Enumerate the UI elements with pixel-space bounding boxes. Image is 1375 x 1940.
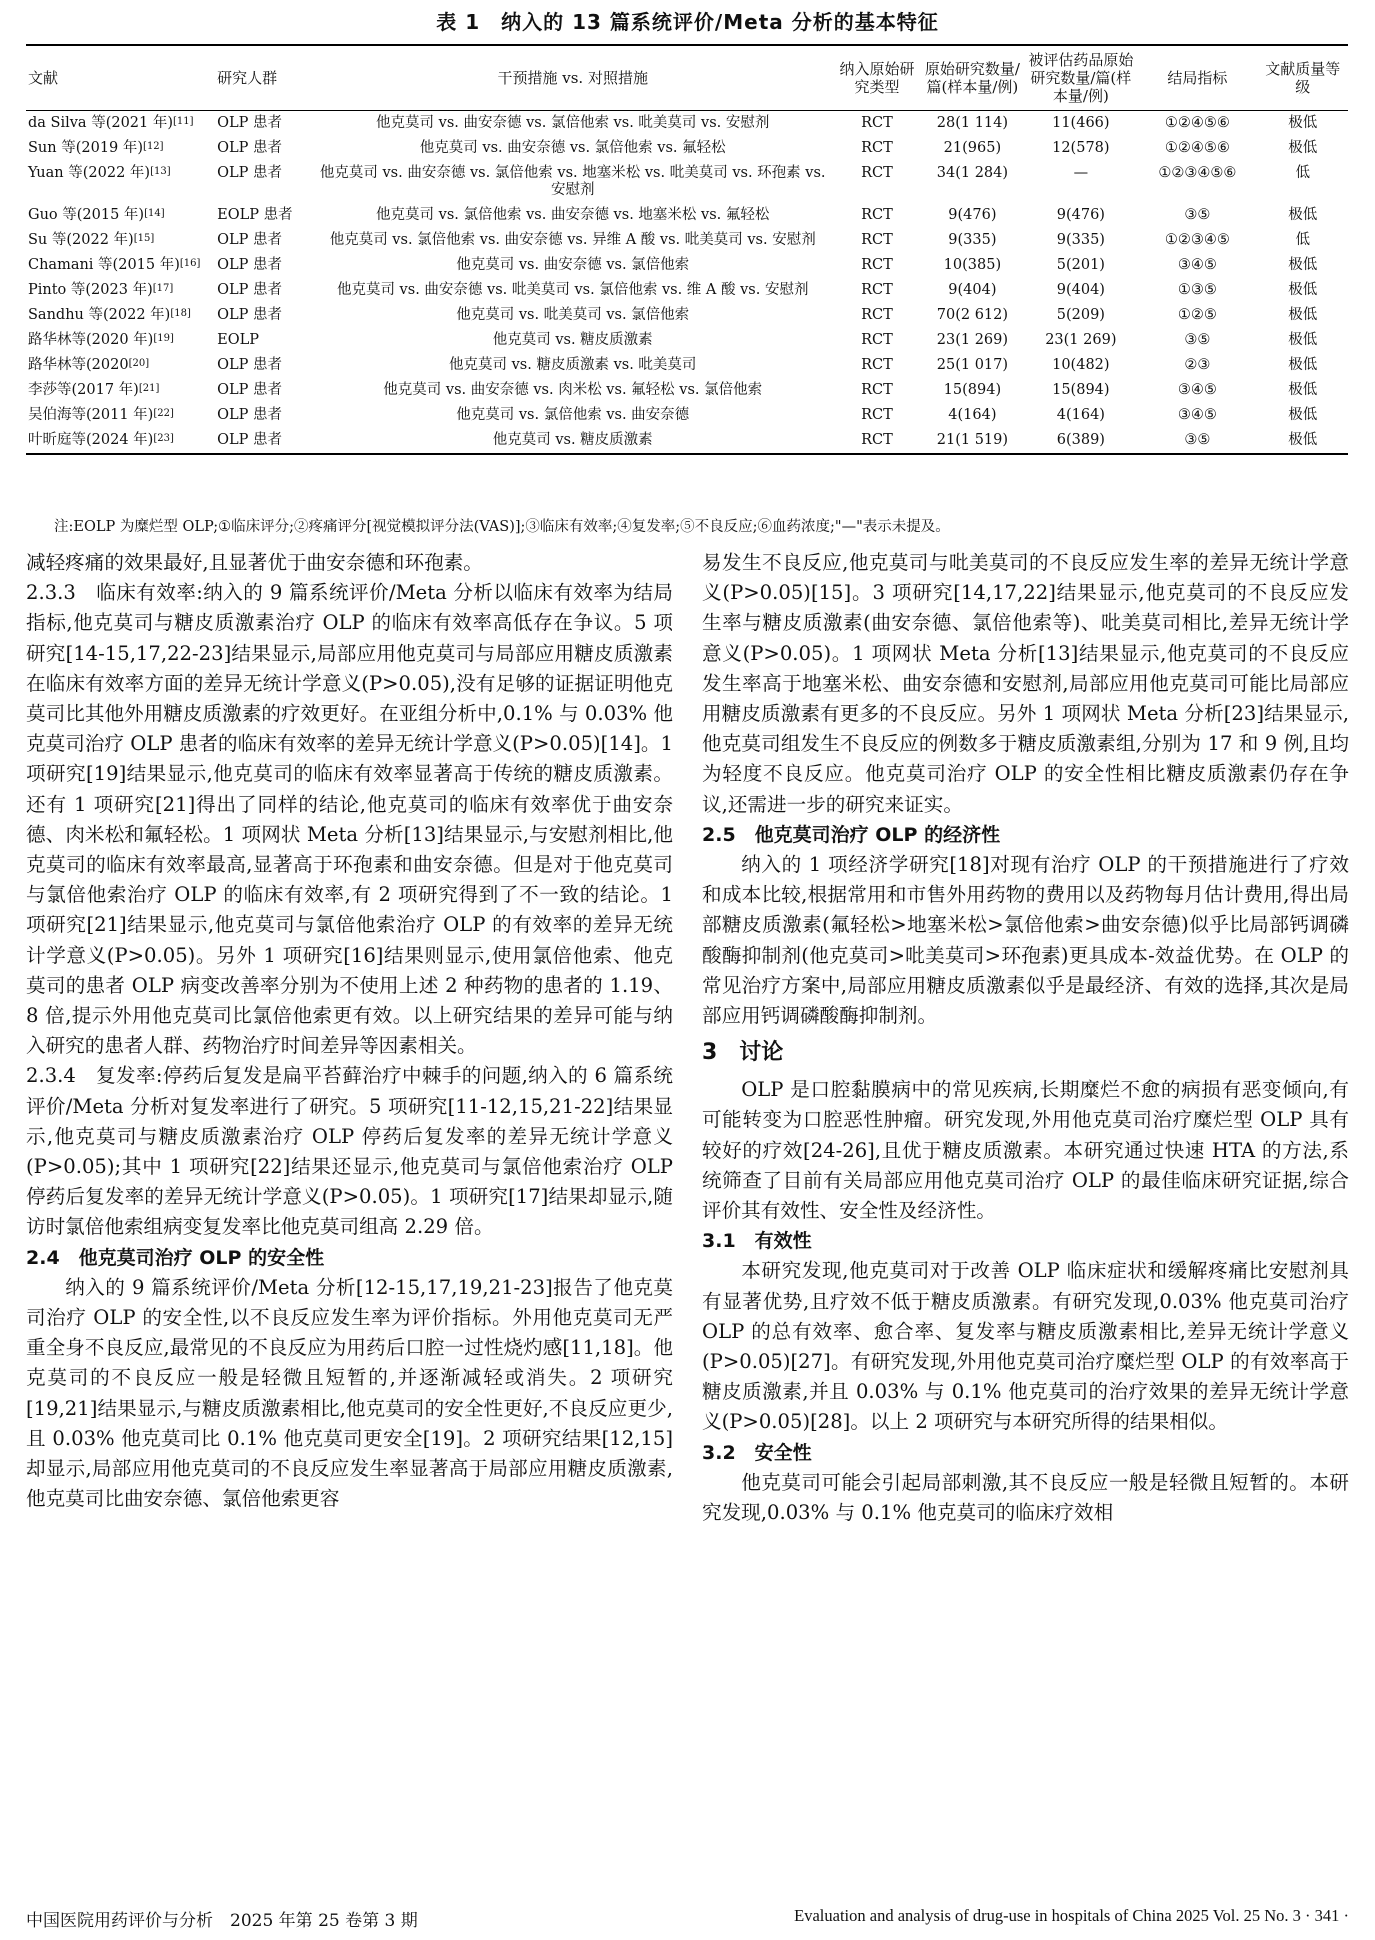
cell-qual-text: 极低 (1288, 432, 1318, 448)
cell-type (834, 278, 920, 303)
cell-type-text: RCT (861, 257, 893, 273)
footer-journal: 中国医院用药评价与分析 2025 年第 25 卷第 3 期 (26, 1911, 418, 1931)
cell-int-text: 他克莫司 vs. 糖皮质激素 (492, 432, 653, 448)
cell-eval-text: 10(482) (1052, 357, 1110, 373)
citation-ref: [20] (128, 358, 150, 369)
cell-eval (1025, 136, 1137, 161)
cell-orig (920, 328, 1024, 353)
cell-lit (26, 428, 203, 454)
cell-qual (1258, 228, 1348, 253)
cell-orig-text: 21(965) (943, 140, 1002, 156)
cell-orig (920, 111, 1024, 137)
cell-type-text: RCT (861, 307, 893, 323)
cell-orig-text: 21(1 519) (936, 432, 1009, 448)
cell-orig-text: 28(1 114) (936, 115, 1009, 131)
cell-int (312, 353, 834, 378)
cell-qual-text: 极低 (1288, 140, 1318, 156)
cell-pop-text: OLP 患者 (217, 257, 283, 273)
cell-eval (1025, 428, 1137, 454)
cell-out-text: ①②④⑤⑥ (1164, 140, 1230, 156)
cell-int (312, 278, 834, 303)
left-column (26, 548, 673, 1515)
cell-pop-text: OLP 患者 (217, 382, 283, 398)
cell-qual-text: 极低 (1288, 307, 1318, 323)
cell-qual-text: 极低 (1288, 207, 1318, 223)
citation-ref: [12] (143, 141, 164, 152)
footer-journal-en: Evaluation and analysis of drug-use in hospitals of China 2025 Vol. 25 No. 3 · 341 · (794, 1906, 1349, 1925)
body-3: OLP 是口腔黏膜病中的常见疾病,长期糜烂不愈的病损有恶变倾向,有可能转变为口腔恶性肿瘤。研究发现,外用他克莫司治疗糜烂型 OLP 具有较好的疗效[24-26],且优于糖皮质激素。本研究通过快速 HTA 的方法,系统筛查了目前有关局部应用他克莫司治疗 OLP 的最佳临床研究证据,综合评价其有效性、安全性及经济性。 (702, 1078, 1349, 1223)
cell-lit-text: Sandhu 等(2022 年) (28, 307, 171, 323)
cell-eval-text: 9(476) (1056, 207, 1105, 223)
section-2-3-3 (26, 578, 673, 1061)
cell-lit-text: da Silva 等(2021 年) (28, 115, 174, 131)
cell-pop (203, 353, 311, 378)
citation-ref: [13] (150, 166, 171, 177)
header-qual: 文献质量等级 (1265, 60, 1341, 96)
cell-qual-text: 极低 (1288, 407, 1318, 423)
cell-orig (920, 378, 1024, 403)
cell-type (834, 353, 920, 378)
cell-out-text: ①③⑤ (1177, 282, 1217, 298)
cell-type (834, 303, 920, 328)
cell-out-text: ②③ (1184, 357, 1211, 373)
cell-type (834, 228, 920, 253)
cell-lit-text: Pinto 等(2023 年) (28, 282, 153, 298)
cell-pop-text: EOLP (217, 332, 260, 348)
cell-pop (203, 403, 311, 428)
header-int: 干预措施 vs. 对照措施 (497, 69, 648, 87)
table-row (26, 278, 1348, 303)
cell-out-text: ①②④⑤⑥ (1164, 115, 1230, 131)
citation-ref: [11] (173, 116, 194, 127)
cell-out-text: ③⑤ (1184, 332, 1211, 348)
body-3-2: 他克莫司可能会引起局部刺激,其不良反应一般是轻微且短暂的。本研究发现,0.03% 与 0.1% 他克莫司的临床疗效相 (702, 1470, 1349, 1525)
cell-out (1137, 403, 1258, 428)
heading-3-1: 3.1 有效性 (702, 1230, 812, 1253)
cell-pop (203, 136, 311, 161)
cell-int-text: 他克莫司 vs. 糖皮质激素 (492, 332, 653, 348)
cell-lit (26, 253, 203, 278)
cell-pop-text: OLP 患者 (217, 115, 283, 131)
heading-3: 3 讨论 (702, 1040, 784, 1066)
table-body (26, 111, 1348, 455)
cell-int-text: 他克莫司 vs. 曲安奈德 vs. 吡美莫司 vs. 氯倍他索 vs. 维 A 酸 vs. 安慰剂 (336, 282, 809, 298)
table-row (26, 403, 1348, 428)
cell-pop (203, 378, 311, 403)
citation-ref: [19] (153, 333, 174, 344)
table-note: 注:EOLP 为糜烂型 OLP;①临床评分;②疼痛评分[视觉模拟评分法(VAS)];③临床有效率;④复发率;⑤不良反应;⑥血药浓度;"—"表示未提及。 (54, 519, 950, 535)
cell-int-text: 他克莫司 vs. 氯倍他索 vs. 曲安奈德 vs. 异维 A 酸 vs. 吡美莫司 vs. 安慰剂 (329, 232, 816, 248)
citation-ref: [17] (152, 283, 174, 294)
cell-out (1137, 428, 1258, 454)
cell-int-text: 他克莫司 vs. 氯倍他索 vs. 曲安奈德 vs. 地塞米松 vs. 氟轻松 (376, 207, 770, 223)
cell-pop (203, 111, 311, 137)
cell-qual (1258, 278, 1348, 303)
cell-type-text: RCT (861, 282, 893, 298)
cell-eval-text: 12(578) (1052, 140, 1110, 156)
cell-type (834, 328, 920, 353)
cell-orig-text: 9(476) (948, 207, 997, 223)
cell-lit (26, 278, 203, 303)
cell-orig-text: 25(1 017) (936, 357, 1009, 373)
cell-qual (1258, 353, 1348, 378)
cell-eval-text: 23(1 269) (1045, 332, 1117, 348)
cell-out-text: ③④⑤ (1177, 407, 1217, 423)
heading-2-5: 2.5 他克莫司治疗 OLP 的经济性 (702, 823, 1001, 846)
cell-out (1137, 203, 1258, 228)
cell-lit-text: Guo 等(2015 年) (28, 207, 145, 223)
cell-type (834, 428, 920, 454)
cell-out (1137, 161, 1258, 203)
cell-int-text: 他克莫司 vs. 曲安奈德 vs. 肉米松 vs. 氟轻松 vs. 氯倍他索 (383, 382, 763, 398)
cell-qual-text: 极低 (1288, 382, 1318, 398)
table-row (26, 136, 1348, 161)
cell-orig (920, 203, 1024, 228)
cell-eval-text: 6(389) (1056, 432, 1105, 448)
cell-int-text: 他克莫司 vs. 曲安奈德 vs. 氯倍他索 vs. 吡美莫司 vs. 安慰剂 (376, 115, 770, 131)
cell-type (834, 378, 920, 403)
cell-out-text: ①②⑤ (1177, 307, 1217, 323)
cell-out (1137, 303, 1258, 328)
citation-ref: [18] (170, 308, 191, 319)
cell-orig (920, 228, 1024, 253)
table-row (26, 353, 1348, 378)
cell-qual (1258, 428, 1348, 454)
cell-type (834, 253, 920, 278)
heading-2-4: 2.4 他克莫司治疗 OLP 的安全性 (26, 1246, 325, 1269)
cell-qual (1258, 111, 1348, 137)
cell-pop-text: OLP 患者 (217, 232, 283, 248)
cell-qual-text: 低 (1295, 232, 1311, 248)
cell-pop (203, 228, 311, 253)
cell-orig-text: 34(1 284) (936, 165, 1009, 181)
cell-pop-text: OLP 患者 (217, 357, 283, 373)
cell-eval-text: 11(466) (1052, 115, 1110, 131)
cell-pop-text: OLP 患者 (217, 307, 283, 323)
cell-lit (26, 403, 203, 428)
cell-eval-text: 4(164) (1056, 407, 1105, 423)
cell-eval (1025, 403, 1137, 428)
cell-pop (203, 428, 311, 454)
cell-eval-text: 9(404) (1056, 282, 1105, 298)
cell-pop (203, 303, 311, 328)
cell-eval-text: 9(335) (1056, 232, 1105, 248)
cell-lit (26, 228, 203, 253)
citation-ref: [15] (133, 233, 155, 244)
cell-type (834, 161, 920, 203)
cell-lit-text: 路华林等(2020 年) (28, 332, 154, 348)
cell-int (312, 111, 834, 137)
cell-out-text: ③⑤ (1184, 207, 1211, 223)
section-2-3-4 (26, 1061, 673, 1242)
cell-qual (1258, 328, 1348, 353)
table-row (26, 328, 1348, 353)
cell-qual (1258, 378, 1348, 403)
cell-pop (203, 278, 311, 303)
cell-orig (920, 253, 1024, 278)
table-row (26, 428, 1348, 454)
table-row (26, 203, 1348, 228)
body-2-5: 纳入的 1 项经济学研究[18]对现有治疗 OLP 的干预措施进行了疗效和成本比较,根据常用和市售外用药物的费用以及药物每月估计费用,得出局部糖皮质激素(氟轻松>地塞米松>氯倍他索>曲安奈德)似乎比局部钙调磷酸酶抑制剂(他克莫司>吡美莫司>环孢素)更具成本-效益优势。在 OLP 的常见治疗方案中,局部应用糖皮质激素似乎是最经济、有效的选择,其次是局部应用钙调磷酸酶抑制剂。 (702, 853, 1349, 1028)
table-row (26, 111, 1348, 137)
cell-lit (26, 353, 203, 378)
cell-type-text: RCT (861, 332, 893, 348)
heading-3-2: 3.2 安全性 (702, 1441, 812, 1464)
cell-eval (1025, 253, 1137, 278)
cell-eval (1025, 228, 1137, 253)
cell-out-text: ①②③④⑤⑥ (1158, 165, 1237, 181)
cell-lit (26, 203, 203, 228)
cell-eval-text: 5(209) (1056, 307, 1105, 323)
cell-orig (920, 161, 1024, 203)
cell-int (312, 136, 834, 161)
cell-orig-text: 9(335) (948, 232, 997, 248)
cell-eval (1025, 328, 1137, 353)
cell-eval (1025, 303, 1137, 328)
cell-out (1137, 353, 1258, 378)
cell-type-text: RCT (861, 232, 893, 248)
cell-out (1137, 136, 1258, 161)
cell-orig (920, 136, 1024, 161)
cell-pop (203, 161, 311, 203)
cell-out (1137, 111, 1258, 137)
cell-orig (920, 428, 1024, 454)
cell-pop-text: OLP 患者 (217, 407, 283, 423)
cell-orig (920, 303, 1024, 328)
cell-pop-text: EOLP 患者 (217, 207, 293, 223)
cell-orig (920, 353, 1024, 378)
citation-ref: [16] (179, 258, 201, 269)
cell-pop (203, 328, 311, 353)
cell-eval (1025, 111, 1137, 137)
cell-pop (203, 253, 311, 278)
cell-orig-text: 23(1 269) (936, 332, 1009, 348)
cell-pop (203, 203, 311, 228)
cell-type (834, 111, 920, 137)
cell-type (834, 136, 920, 161)
cell-type-text: RCT (861, 207, 893, 223)
cell-int-text: 他克莫司 vs. 曲安奈德 vs. 氯倍他索 vs. 地塞米松 vs. 吡美莫司 vs. 环孢素 vs. 安慰剂 (319, 165, 826, 198)
cell-eval (1025, 161, 1137, 203)
cell-type-text: RCT (861, 432, 893, 448)
header-orig: 原始研究数量/篇(样本量/例) (924, 60, 1020, 96)
cell-eval (1025, 378, 1137, 403)
cell-lit (26, 378, 203, 403)
cell-type-text: RCT (861, 140, 893, 156)
citation-ref: [23] (153, 433, 174, 444)
cell-int-text: 他克莫司 vs. 曲安奈德 vs. 氯倍他索 (456, 257, 690, 273)
cell-orig-text: 4(164) (948, 407, 997, 423)
header-out: 结局指标 (1167, 69, 1228, 87)
cell-lit (26, 136, 203, 161)
right-column (702, 548, 1349, 1528)
body-2-3-3: 纳入的 9 篇系统评价/Meta 分析以临床有效率为结局指标,他克莫司与糖皮质激素治疗 OLP 的临床有效率高低存在争议。5 项研究[14-15,17,22-23]结果显示,局部应用他克莫司与局部应用糖皮质激素在临床有效率方面的差异无统计学意义(P>0.05),没有足够的证据证明他克莫司比其他外用糖皮质激素的疗效更好。在亚组分析中,0.1% 与 0.03% 他克莫司治疗 OLP 患者的临床有效率的差异无统计学意义(P>0.05)[14]。1 项研究[19]结果显示,他克莫司的临床有效率显著高于传统的糖皮质激素。还有 1 项研究[21]得出了同样的结论,他克莫司的临床有效率优于曲安奈德、肉米松和氟轻松。1 项网状 Meta 分析[13]结果显示,与安慰剂相比,他克莫司的临床有效率最高,显著高于环孢素和曲安奈德。但是对于他克莫司与氯倍他索治疗 OLP 的临床有效率,有 2 项研究得到了不一致的结论。1 项研究[21]结果显示,他克莫司与氯倍他索治疗 OLP 的有效率的差异无统计学意义(P>0.05)。另外 1 项研究[16]结果则显示,使用氯倍他索、他克莫司的患者 OLP 病变改善率分别为不使用上述 2 种药物的患者的 1.19、8 倍,提示外用他克莫司比氯倍他索更有效。以上研究结果的差异可能与纳入研究的患者人群、药物治疗时间差异等因素相关。 (26, 581, 673, 1058)
cell-qual-text: 低 (1295, 165, 1311, 181)
cell-out-text: ①②③④⑤ (1164, 232, 1230, 248)
cell-lit-text: Yuan 等(2022 年) (28, 165, 151, 181)
cell-qual-text: 极低 (1288, 257, 1318, 273)
cell-int-text: 他克莫司 vs. 吡美莫司 vs. 氯倍他索 (456, 307, 690, 323)
cell-out (1137, 378, 1258, 403)
cell-type (834, 403, 920, 428)
citation-ref: [22] (153, 408, 174, 419)
table-row (26, 228, 1348, 253)
table-row (26, 161, 1348, 203)
cell-int (312, 161, 834, 203)
cell-pop-text: OLP 患者 (217, 165, 283, 181)
cell-lit (26, 111, 203, 137)
cell-lit-text: Chamani 等(2015 年) (28, 257, 180, 273)
cell-int (312, 403, 834, 428)
cell-lit-text: 吴伯海等(2011 年) (28, 407, 154, 423)
cell-int-text: 他克莫司 vs. 氯倍他索 vs. 曲安奈德 (456, 407, 690, 423)
table-row (26, 253, 1348, 278)
citation-ref: [14] (144, 208, 165, 219)
cell-int (312, 428, 834, 454)
cell-type-text: RCT (861, 357, 893, 373)
cell-out (1137, 278, 1258, 303)
cell-type-text: RCT (861, 407, 893, 423)
cell-lit (26, 328, 203, 353)
cell-orig (920, 403, 1024, 428)
cell-int (312, 228, 834, 253)
body-3-1: 本研究发现,他克莫司对于改善 OLP 临床症状和缓解疼痛比安慰剂具有显著优势,且疗效不低于糖皮质激素。有研究发现,0.03% 他克莫司治疗 OLP 的总有效率、愈合率、复发率与糖皮质激素相比,差异无统计学意义(P>0.05)[27]。有研究发现,外用他克莫司治疗糜烂型 OLP 的有效率高于糖皮质激素,并且 0.03% 与 0.1% 他克莫司的治疗效果的差异无统计学意义(P>0.05)[28]。以上 2 项研究与本研究所得的结果相似。 (702, 1259, 1349, 1434)
cell-orig (920, 278, 1024, 303)
cell-qual (1258, 203, 1348, 228)
heading-2-3-4: 2.3.4 复发率: (26, 1064, 163, 1088)
cell-int-text: 他克莫司 vs. 曲安奈德 vs. 氯倍他索 vs. 氟轻松 (419, 140, 726, 156)
header-type: 纳入原始研究类型 (839, 60, 915, 96)
cell-out (1137, 253, 1258, 278)
cell-lit-text: 叶昕庭等(2024 年) (28, 432, 154, 448)
cell-qual (1258, 253, 1348, 278)
cell-out-text: ③④⑤ (1177, 382, 1217, 398)
cell-type-text: RCT (861, 165, 893, 181)
cell-lit-text: Su 等(2022 年) (28, 232, 134, 248)
cell-pop-text: OLP 患者 (217, 140, 283, 156)
cell-int (312, 378, 834, 403)
cell-qual-text: 极低 (1288, 282, 1318, 298)
cell-eval-text: 15(894) (1052, 382, 1110, 398)
cell-int (312, 328, 834, 353)
cell-lit (26, 303, 203, 328)
cell-eval-text: — (1073, 165, 1089, 181)
cell-out-text: ③④⑤ (1177, 257, 1217, 273)
table-title: 表 1 纳入的 13 篇系统评价/Meta 分析的基本特征 (436, 10, 939, 34)
cell-qual (1258, 403, 1348, 428)
cell-int-text: 他克莫司 vs. 糖皮质激素 vs. 吡美莫司 (449, 357, 697, 373)
citation-ref: [21] (138, 383, 160, 394)
cell-qual (1258, 161, 1348, 203)
header-pop: 研究人群 (217, 69, 278, 87)
cell-pop-text: OLP 患者 (217, 282, 283, 298)
left-paragraph-0: 减轻疼痛的效果最好,且显著优于曲安奈德和环孢素。 (26, 551, 483, 574)
cell-orig-text: 70(2 612) (936, 307, 1009, 323)
cell-out (1137, 328, 1258, 353)
cell-int (312, 303, 834, 328)
cell-qual (1258, 303, 1348, 328)
cell-eval-text: 5(201) (1056, 257, 1105, 273)
cell-type-text: RCT (861, 115, 893, 131)
header-eval: 被评估药品原始研究数量/篇(样本量/例) (1028, 51, 1134, 105)
cell-orig-text: 10(385) (943, 257, 1002, 273)
cell-qual-text: 极低 (1288, 357, 1318, 373)
cell-qual-text: 极低 (1288, 115, 1318, 131)
cell-lit-text: 李莎等(2017 年) (28, 382, 139, 398)
characteristics-table (26, 44, 1348, 455)
heading-2-3-3: 2.3.3 临床有效率: (26, 581, 203, 605)
cell-out (1137, 228, 1258, 253)
cell-lit-text: 路华林等(2020 (28, 357, 129, 373)
table-row (26, 378, 1348, 403)
cell-lit (26, 161, 203, 203)
table-row (26, 303, 1348, 328)
cell-int (312, 203, 834, 228)
cell-orig-text: 9(404) (948, 282, 997, 298)
cell-orig-text: 15(894) (943, 382, 1002, 398)
cell-int (312, 253, 834, 278)
cell-type (834, 203, 920, 228)
cell-lit-text: Sun 等(2019 年) (28, 140, 144, 156)
cell-qual-text: 极低 (1288, 332, 1318, 348)
body-2-3-4: 停药后复发是扁平苔藓治疗中棘手的问题,纳入的 6 篇系统评价/Meta 分析对复发率进行了研究。5 项研究[11-12,15,21-22]结果显示,他克莫司与糖皮质激素治疗 OLP 停药后复发率的差异无统计学意义(P>0.05);其中 1 项研究[22]结果还显示,他克莫司与氯倍他索治疗 OLP 停药后复发率的差异无统计学意义(P>0.05)。1 项研究[17]结果却显示,随访时氯倍他索组病变复发率比他克莫司组高 2.29 倍。 (26, 1064, 673, 1239)
cell-pop-text: OLP 患者 (217, 432, 283, 448)
body-2-4: 纳入的 9 篇系统评价/Meta 分析[12-15,17,19,21-23]报告了他克莫司治疗 OLP 的安全性,以不良反应发生率为评价指标。外用他克莫司无严重全身不良反应,最常见的不良反应为用药后口腔一过性烧灼感[11,18]。他克莫司的不良反应一般是轻微且短暂的,并逐渐减轻或消失。2 项研究[19,21]结果显示,与糖皮质激素相比,他克莫司的安全性更好,不良反应更少,且 0.03% 他克莫司比 0.1% 他克莫司更安全[19]。2 项研究结果[12,15]却显示,局部应用他克莫司的不良反应发生率显著高于局部应用糖皮质激素,他克莫司比曲安奈德、氯倍他索更容 (26, 1275, 673, 1511)
cell-qual (1258, 136, 1348, 161)
cell-eval (1025, 203, 1137, 228)
table-header-row (26, 45, 1348, 111)
cell-type-text: RCT (861, 382, 893, 398)
header-lit: 文献 (28, 69, 59, 87)
cell-out-text: ③⑤ (1184, 432, 1211, 448)
cell-eval (1025, 353, 1137, 378)
cell-eval (1025, 278, 1137, 303)
right-paragraph-0: 易发生不良反应,他克莫司与吡美莫司的不良反应发生率的差异无统计学意义(P>0.05)[15]。3 项研究[14,17,22]结果显示,他克莫司的不良反应发生率与糖皮质激素(曲安奈德、氯倍他索等)、吡美莫司相比,差异无统计学意义(P>0.05)。1 项网状 Meta 分析[13]结果显示,他克莫司的不良反应发生率高于地塞米松、曲安奈德和安慰剂,局部应用他克莫司可能比局部应用糖皮质激素有更多的不良反应。另外 1 项网状 Meta 分析[23]结果显示,他克莫司组发生不良反应的例数多于糖皮质激素组,分别为 17 和 9 例,且均为轻度不良反应。他克莫司治疗 OLP 的安全性相比糖皮质激素仍存在争议,还需进一步的研究来证实。 (702, 551, 1349, 816)
